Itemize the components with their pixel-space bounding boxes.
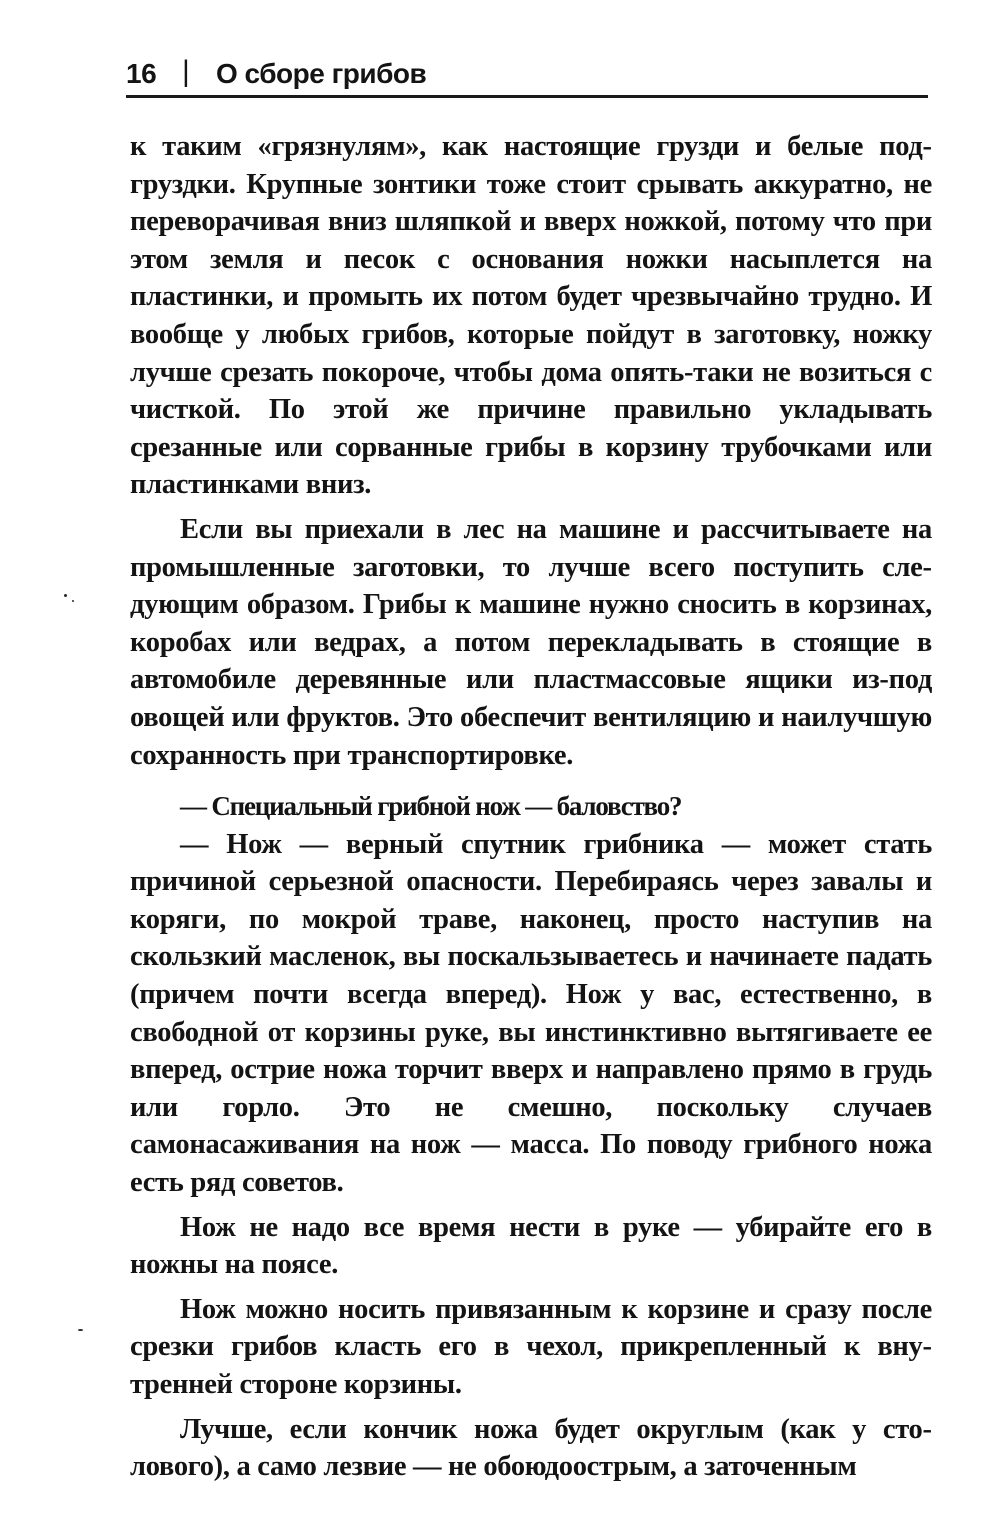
page-number: 16 bbox=[126, 58, 157, 89]
paragraph-2: Если вы приехали в лес на машине и рассчитываете на промышленные заготовки, то лучше всего поступить следующим образом. Грибы к машине нужно сносить в корзинах, коробах или ведрах, а потом перекладывать в стоящие в автомобиле деревянные или пластмассовые ящики из-под овощей или фруктов. Это обеспечит вентиляцию и наилучшую сохранность при транспортировке. bbox=[130, 513, 932, 771]
body-text bbox=[130, 128, 932, 1486]
paragraph-4: Нож не надо все время нести в руке — убирайте его в ножны на поясе. bbox=[130, 1211, 932, 1281]
paragraph-1: к таким «грязнулям», как настоящие грузди и белые подгруздки. Крупные зонтики тоже стоит срывать аккуратно, не переворачивая вниз шляпкой и вверх ножкой, потому что при этом земля и песок с основания ножки насыплется на пластинки, и промыть их потом будет чрезвычайно трудно. И вообще у любых грибов, которые пойдут в заготовку, ножку лучше срезать покороче, чтобы дома опять-таки не возиться с чисткой. По этой же причине правильно укладывать срезанные или сорванные грибы в корзину трубочками или пластинками вниз. bbox=[130, 131, 932, 501]
paragraph-6: Лучше, если кончик ножа будет округлым (как у столового), а само лезвие — не обоюдоострым, а заточенным bbox=[130, 1413, 932, 1483]
paragraph-5: Нож можно носить привязанным к корзине и сразу после срезки грибов класть его в чехол, прикрепленный к внутренней стороне корзины. bbox=[130, 1293, 932, 1400]
question-heading: — Специальный грибной нож — баловство? bbox=[180, 791, 682, 822]
paragraph-3: — Нож — верный спутник грибника — может стать причиной серьезной опасности. Перебираясь через завалы и коряги, по мокрой траве, наконец, просто наступив на скользкий масленок, вы поскальзываетесь и начинаете падать (причем почти всегда вперед). Нож у вас, естественно, в свободной от корзины руке, вы инстинктивно вытягиваете ее вперед, острие ножа торчит вверх и направлено прямо в грудь или горло. Это не смешно, поскольку случаев самонасаживания на нож — масса. По поводу грибного ножа есть ряд советов. bbox=[130, 828, 932, 1199]
scan-speck bbox=[72, 600, 74, 602]
scan-speck bbox=[64, 594, 67, 597]
scan-speck bbox=[78, 1329, 83, 1331]
running-head bbox=[126, 52, 928, 98]
header-separator: | bbox=[182, 55, 190, 88]
chapter-title: О сборе грибов bbox=[216, 58, 427, 89]
